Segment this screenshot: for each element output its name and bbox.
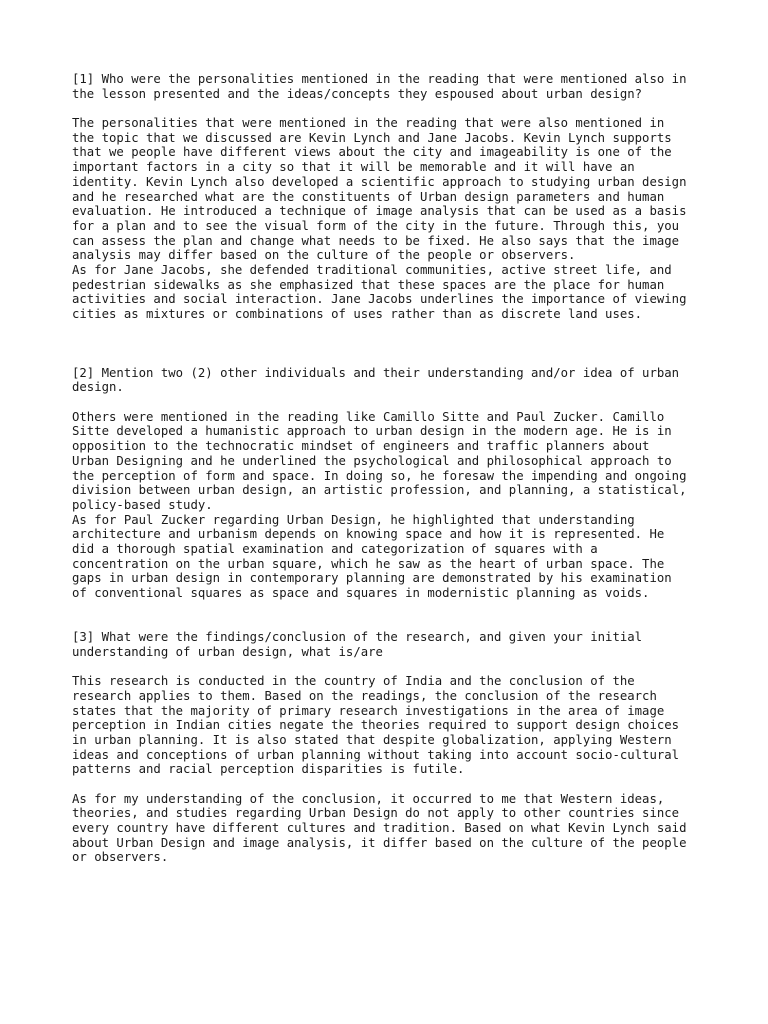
text-line: perception in Indian cities negate the theories required to support design choices (72, 718, 680, 733)
text-line: design. (72, 380, 124, 395)
text-line: concentration on the urban square, which he saw as the heart of urban space. The (72, 556, 665, 571)
text-line: division between urban design, an artistic profession, and planning, a statistical, (72, 483, 687, 498)
text-line: [1] Who were the personalities mentioned in the reading that were mentioned also in (72, 72, 687, 86)
text-line: or observers. (72, 850, 169, 865)
text-line: Sitte developed a humanistic approach to urban design in the modern age. He is in (72, 424, 672, 439)
question-1 (72, 72, 712, 101)
text-line: Others were mentioned in the reading like Camillo Sitte and Paul Zucker. Camillo (72, 409, 665, 424)
text-line: analysis may differ based on the culture of the people or observers. (72, 248, 576, 263)
text-line: the perception of form and space. In doing so, he foresaw the impending and ongoing (72, 468, 687, 483)
text-line: understanding of urban design, what is/are (72, 644, 383, 659)
text-line: theories, and studies regarding Urban Design do not apply to other countries since (72, 806, 680, 821)
answer-1-paragraph-2 (72, 263, 712, 322)
text-line: As for my understanding of the conclusion, it occurred to me that Western ideas, (72, 791, 665, 806)
text-line: architecture and urbanism depends on knowing space and how it is represented. He (72, 527, 665, 542)
text-line: policy-based study. (72, 497, 213, 512)
text-line: identity. Kevin Lynch also developed a scientific approach to studying urban design (72, 174, 687, 189)
text-line: The personalities that were mentioned in the reading that were also mentioned in (72, 116, 665, 131)
text-line: cities as mixtures or combinations of uses rather than as discrete land uses. (72, 307, 643, 321)
text-line: This research is conducted in the country of India and the conclusion of the (72, 674, 635, 689)
text-line: states that the majority of primary research investigations in the area of image (72, 703, 665, 718)
text-line: As for Jane Jacobs, she defended traditional communities, active street life, and (72, 262, 672, 277)
text-line: As for Paul Zucker regarding Urban Design, he highlighted that understanding (72, 512, 635, 527)
answer-2-paragraph-1 (72, 410, 712, 513)
question-2 (72, 366, 712, 395)
text-line: about Urban Design and image analysis, it differ based on the culture of the people (72, 835, 687, 850)
text-line: gaps in urban design in contemporary planning are demonstrated by his examination (72, 571, 672, 586)
document-page (72, 72, 712, 865)
text-line: of conventional squares as space and squares in modernistic planning as voids. (72, 586, 650, 600)
text-line: research applies to them. Based on the readings, the conclusion of the research (72, 688, 657, 703)
text-line: for a plan and to see the visual form of the city in the future. Through this, you (72, 218, 680, 233)
text-line: opposition to the technocratic mindset of engineers and traffic planners about (72, 439, 650, 454)
text-line: the topic that we discussed are Kevin Lynch and Jane Jacobs. Kevin Lynch supports (72, 130, 672, 145)
answer-1-paragraph-1 (72, 116, 712, 263)
text-line: in urban planning. It is also stated that despite globalization, applying Western (72, 732, 672, 747)
answer-2-paragraph-2 (72, 513, 712, 601)
text-line: the lesson presented and the ideas/concepts they espoused about urban design? (72, 86, 643, 101)
text-line: activities and social interaction. Jane Jacobs underlines the importance of viewing (72, 292, 687, 307)
text-line: every country have different cultures and tradition. Based on what Kevin Lynch said (72, 821, 687, 836)
text-line: Urban Designing and he underlined the psychological and philosophical approach to (72, 453, 672, 468)
text-line: [3] What were the findings/conclusion of the research, and given your initial (72, 630, 643, 645)
text-line: patterns and racial perception disparities is futile. (72, 762, 465, 777)
text-line: that we people have different views about the city and imageability is one of the (72, 145, 672, 160)
text-line: did a thorough spatial examination and categorization of squares with a (72, 541, 598, 556)
text-line: evaluation. He introduced a technique of image analysis that can be used as a basis (72, 204, 687, 219)
answer-3-paragraph-1 (72, 674, 712, 777)
answer-3-paragraph-2 (72, 792, 712, 865)
text-line: and he researched what are the constituents of Urban design parameters and human (72, 189, 665, 204)
text-line: ideas and conceptions of urban planning without taking into account socio-cultural (72, 747, 680, 762)
text-line: pedestrian sidewalks as she emphasized that these spaces are the place for human (72, 277, 665, 292)
text-line: can assess the plan and change what needs to be fixed. He also says that the image (72, 233, 680, 248)
question-3 (72, 630, 712, 659)
text-line: important factors in a city so that it will be memorable and it will have an (72, 160, 635, 175)
text-line: [2] Mention two (2) other individuals and their understanding and/or idea of urban (72, 365, 680, 380)
